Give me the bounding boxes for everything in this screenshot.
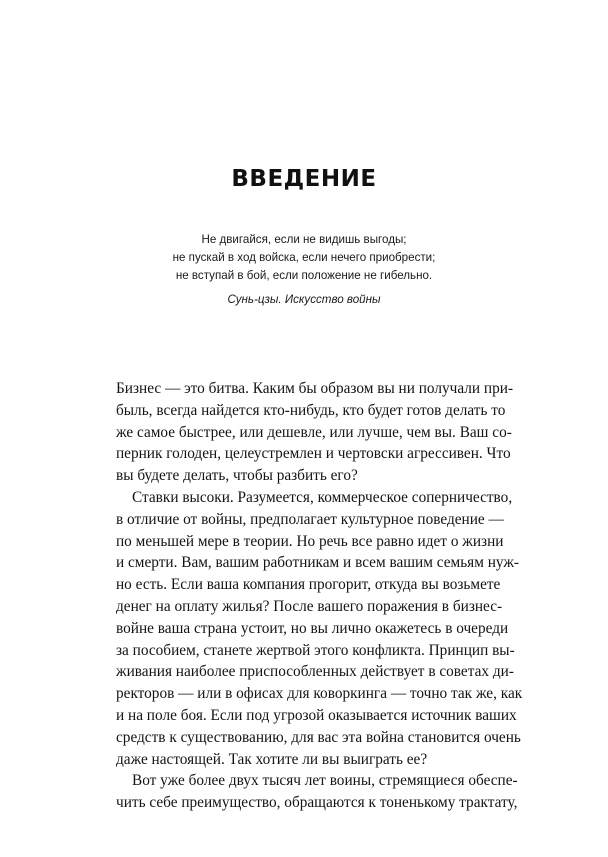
- text-line: и смерти. Вам, вашим работникам и всем вашим семьям нуж-: [116, 554, 520, 572]
- epigraph-line: Не двигайся, если не видишь выгоды;: [201, 233, 407, 246]
- chapter-title: ВВЕДЕНИЕ: [231, 166, 377, 192]
- epigraph: [120, 231, 488, 309]
- epigraph-source: Сунь-цзы. Искусство войны: [227, 293, 381, 306]
- text-line: по меньшей мере в теории. Но речь все равно идет о жизни: [116, 532, 504, 550]
- text-line: же самое быстрее, или дешевле, или лучше, чем вы. Ваш со-: [116, 423, 512, 441]
- text-line: быль, всегда найдется кто-нибудь, кто будет готов делать то: [116, 401, 506, 419]
- epigraph-line: не пускай в ход войска, если нечего приобрести;: [172, 251, 436, 264]
- text-line: за пособием, станете жертвой этого конфликта. Принцип вы-: [116, 641, 515, 659]
- text-line: живания наиболее приспособленных действует в советах ди-: [116, 663, 514, 681]
- text-line: но есть. Если ваша компания прогорит, откуда вы возьмете: [116, 576, 501, 594]
- epigraph-line: не вступай в бой, если положение не гибельно.: [175, 269, 433, 282]
- text-line: чить себе преимущество, обращаются к тоненькому трактату,: [116, 794, 518, 812]
- text-line: войне ваша страна устоит, но вы лично окажетесь в очереди: [116, 619, 509, 637]
- text-line: Ставки высоки. Разумеется, коммерческое соперничество,: [132, 488, 513, 506]
- text-line: Вот уже более двух тысяч лет воины, стремящиеся обеспе-: [132, 772, 518, 790]
- text-line: Бизнес — это битва. Каким бы образом вы ни получали при-: [116, 380, 514, 397]
- text-line: в отличие от войны, предполагает культурное поведение —: [116, 510, 504, 528]
- text-line: вы будете делать, чтобы разбить его?: [116, 467, 358, 485]
- text-line: денег на оплату жилья? После вашего поражения в бизнес-: [116, 597, 503, 615]
- text-line: перник голоден, целеустремлен и чертовски агрессивен. Что: [116, 445, 511, 463]
- text-line: ректоров — или в офисах для коворкинга — точно так же, как: [116, 685, 523, 703]
- text-line: и на поле боя. Если под угрозой оказывается источник ваших: [116, 706, 517, 724]
- text-line: даже настоящей. Так хотите ли вы выиграть ее?: [116, 750, 428, 768]
- text-line: средств к существованию, для вас эта война становится очень: [116, 728, 521, 746]
- body-text: [116, 378, 523, 814]
